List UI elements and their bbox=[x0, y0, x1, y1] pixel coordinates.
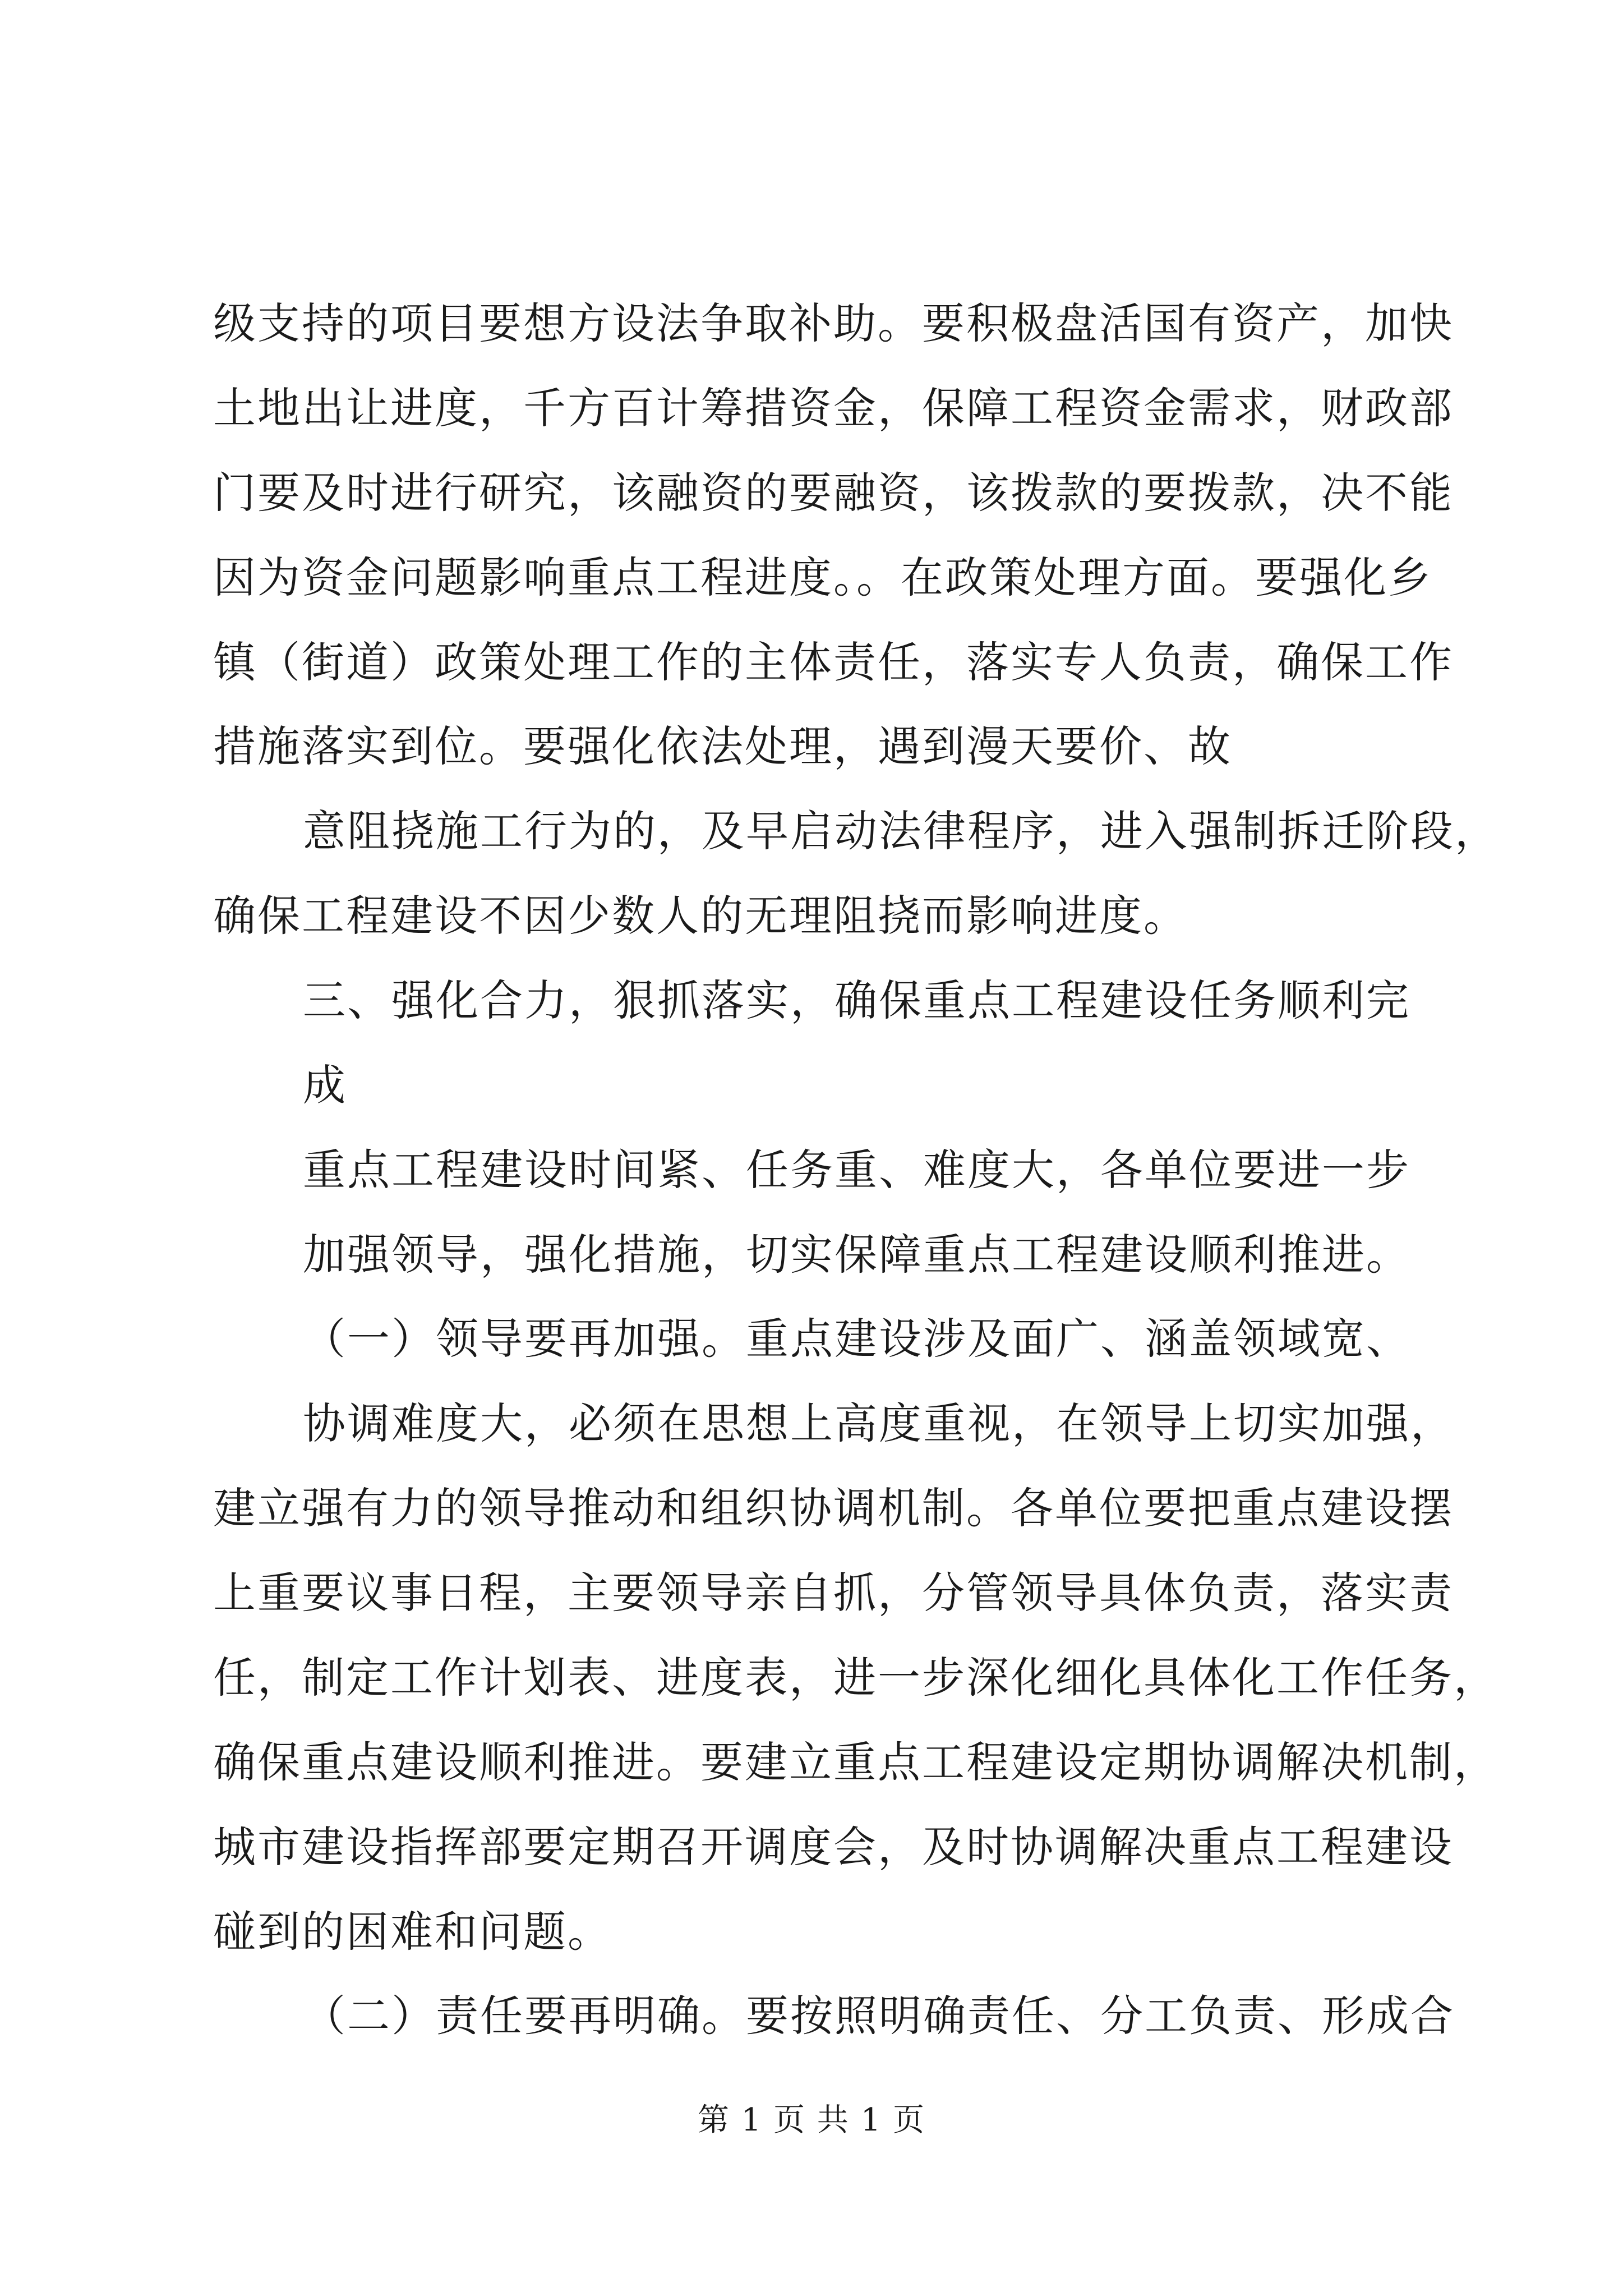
body-text-line: 城市建设指挥部要定期召开调度会，及时协调解决重点工程建设 bbox=[213, 1822, 1454, 1872]
page-number-footer: 第 1 页 共 1 页 bbox=[697, 2102, 926, 2138]
body-text-line: 土地出让进度，千方百计筹措资金，保障工程资金需求，财政部 bbox=[213, 383, 1454, 433]
body-text-line: 上重要议事日程，主要领导亲自抓，分管领导具体负责，落实责 bbox=[213, 1568, 1454, 1618]
body-text-line: 确保重点建设顺利推进。要建立重点工程建设定期协调解决机制， bbox=[213, 1737, 1498, 1787]
subheading-line: （一）领导要再加强。重点建设涉及面广、涵盖领域宽、 bbox=[303, 1314, 1410, 1364]
body-text-line: 措施落实到位。要强化依法处理，遇到漫天要价、故 bbox=[213, 721, 1232, 771]
subheading-line: （二）责任要再明确。要按照明确责任、分工负责、形成合 bbox=[303, 1991, 1455, 2041]
body-text-line: 协调难度大，必须在思想上高度重视，在领导上切实加强， bbox=[303, 1398, 1455, 1448]
body-text-line: 确保工程建设不因少数人的无理阻挠而影响进度。 bbox=[213, 891, 1188, 941]
body-text-line: 重点工程建设时间紧、任务重、难度大，各单位要进一步 bbox=[303, 1145, 1410, 1195]
section-heading-line: 三、强化合力，狠抓落实，确保重点工程建设任务顺利完 bbox=[303, 976, 1410, 1025]
body-text-line: 加强领导，强化措施，切实保障重点工程建设顺利推进。 bbox=[303, 1230, 1410, 1280]
body-text-line: 门要及时进行研究，该融资的要融资，该拨款的要拨款，决不能 bbox=[213, 468, 1454, 518]
body-text-line: 碰到的困难和问题。 bbox=[213, 1907, 612, 1957]
body-text-line: 镇（街道）政策处理工作的主体责任，落实专人负责，确保工作 bbox=[213, 637, 1454, 687]
body-text-line: 意阻挠施工行为的，及早启动法律程序，进入强制拆迁阶段， bbox=[303, 806, 1499, 856]
body-text-line: 级支持的项目要想方设法争取补助。要积极盘活国有资产，加快 bbox=[213, 298, 1454, 348]
body-text-line: 建立强有力的领导推动和组织协调机制。各单位要把重点建设摆 bbox=[213, 1483, 1454, 1533]
body-text-line: 任，制定工作计划表、进度表，进一步深化细化具体化工作任务， bbox=[213, 1653, 1498, 1703]
body-text-line: 因为资金问题影响重点工程进度。。在政策处理方面。要强化乡 bbox=[213, 553, 1432, 602]
section-heading-line: 成 bbox=[303, 1060, 347, 1110]
